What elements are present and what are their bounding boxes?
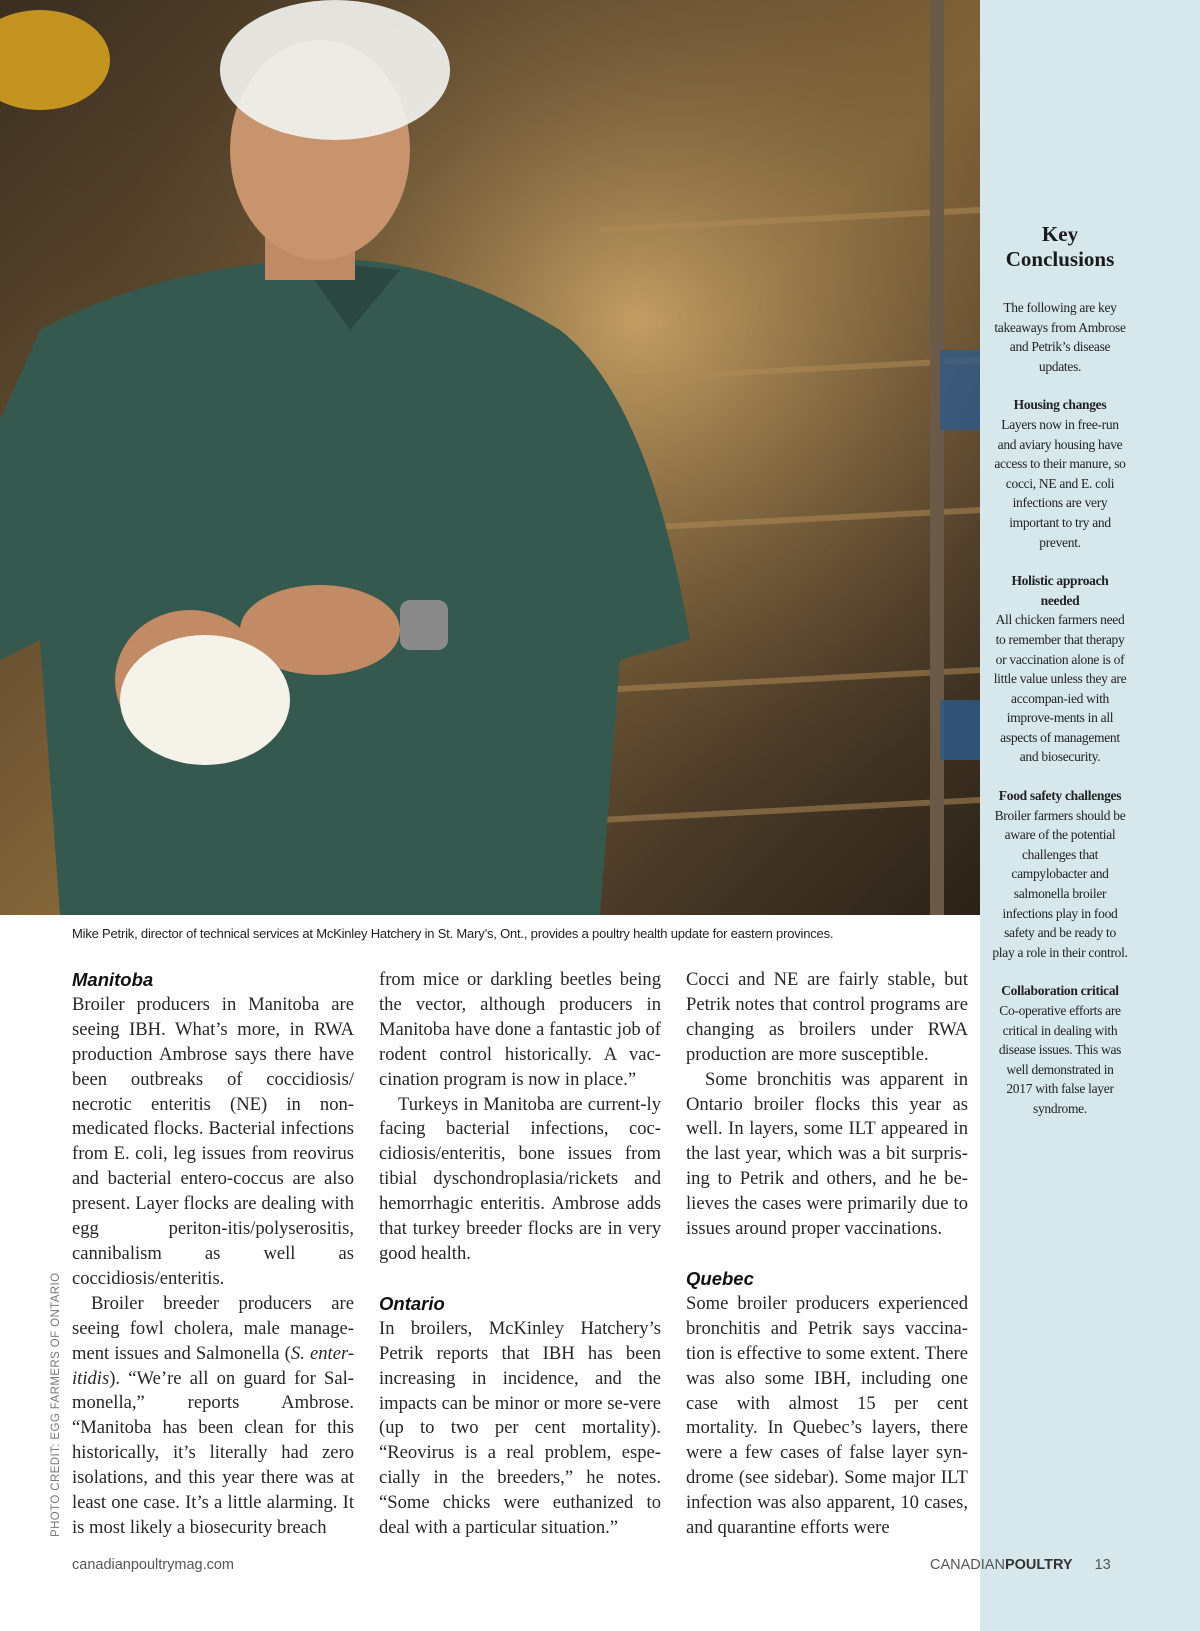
sidebar-intro: The following are key takeaways from Ambrose and Petrik’s disease updates. [994,300,1126,374]
sidebar-section-heading: Holistic approach needed [1011,573,1109,608]
key-conclusions-sidebar [980,0,1200,1631]
brand-bold: POULTRY [1004,1557,1073,1573]
person-photo-icon [0,0,980,915]
footer-website: canadianpoultrymag.com [72,1557,235,1573]
sidebar-section-body: Layers now in free-run and aviary housing have access to their manure, so cocci, NE and E. coli infections are very important to try and prevent. [994,416,1126,550]
sidebar-title: Key Conclusions [1005,222,1115,271]
paragraph: Broiler breeder producers are seeing fowl cholera, male manage-ment issues and Salmonella (S. enter-itidis). “We’re all on guard for Sal-monella,” reports Ambrose. “Manitoba has been clean for this historically, it’s literally had zero isolations, and this year there was at least one case. It’s a little alarming. It is most likely a biosecurity breach [72,1292,355,1538]
sidebar-section-body: All chicken farmers need to remember that therapy or vaccination alone is of little value unless they are accompan-ied with improve-ments in all aspects of management and biosecurity. [993,612,1127,765]
sidebar-section-body: Co-operative efforts are critical in dealing with disease issues. This was well demonstrated in 2017 with false layer syndrome. [998,1003,1122,1116]
article-column-3 [686,968,968,1541]
page-number: 13 [1094,1557,1111,1573]
sidebar-section-heading: Food safety challenges [998,788,1122,804]
paragraph: Some broiler producers experienced bronchitis and Petrik says vaccina-tion is effective to some extent. There was also some IBH, including one case with almost 15 per cent mortality. In Quebec’s layers, there were a few cases of false layer syn-drome (see sidebar). Some major ILT infection was also apparent, 10 cases, and quarantine efforts were [686,1292,968,1539]
section-heading-quebec: Quebec [686,1267,754,1289]
section-heading-manitoba: Manitoba [72,969,154,990]
sidebar-section-housing [992,395,1128,552]
photo-caption: Mike Petrik, director of technical services at McKinley Hatchery in St. Mary’s, Ont., provides a poultry health update for eastern provinces. [72,926,834,941]
sidebar-section-heading: Housing changes [1013,397,1107,413]
article-photo [0,0,980,915]
section-heading-ontario: Ontario [379,1292,445,1314]
sidebar-section-body: Broiler farmers should be aware of the potential challenges that campylobacter and salmonella broiler infections play in food safety and be ready to play a role in their control. [992,807,1128,960]
paragraph: from mice or darkling beetles being the vector, although producers in Manitoba have done a fantastic job of rodent control historically. A vac-cination program is now in place.” [379,969,661,1090]
photo-credit: PHOTO CREDIT: EGG FARMERS OF ONTARIO [50,1272,62,1537]
sidebar-section-holistic [992,571,1128,767]
sidebar-section-collaboration [992,981,1128,1118]
paragraph: In broilers, McKinley Hatchery’s Petrik reports that IBH has been increasing in incidence, and the impacts can be minor or more se-vere (up to two per cent mortality). “Reovirus is a real problem, espe-cially in the breeders,” he notes. “Some chicks were euthanized to deal with a particular situation.” [379,1317,661,1539]
article-column-2 [379,968,661,1541]
footer-brand [930,1557,1111,1573]
brand-light: CANADIAN [930,1557,1005,1573]
article-column-1 [72,968,354,1541]
sidebar-section-food-safety [992,786,1128,962]
paragraph: Broiler producers in Manitoba are seeing IBH. What’s more, in RWA production Ambrose says there have been outbreaks of coccidiosis/ necrotic enteritis (NE) in non-medicated flocks. Bacterial infections from E. coli, leg issues from reovirus and bacterial entero-coccus are also present. Layer flocks are dealing with egg periton-itis/polyserositis, cannibalism as well as coccidiosis/enteritis. [72,993,354,1289]
sidebar-section-heading: Collaboration critical [1001,983,1119,999]
paragraph: Turkeys in Manitoba are current-ly facing bacterial infections, coc-cidiosis/enteritis, bone issues from tibial dyschondroplasia/rickets and hemorrhagic enteritis. Ambrose adds that turkey breeder flocks are in very good health. [379,1093,661,1264]
paragraph: Some bronchitis was apparent in Ontario broiler flocks this year as well. In layers, some ILT appeared in the last year, which was a bit surpris-ing to Petrik and others, and he be-lieves the cases were primarily due to issues around proper vaccinations. [686,1068,968,1240]
paragraph: Cocci and NE are fairly stable, but Petrik notes that control programs are changing as broilers under RWA production are more susceptible. [686,969,968,1065]
